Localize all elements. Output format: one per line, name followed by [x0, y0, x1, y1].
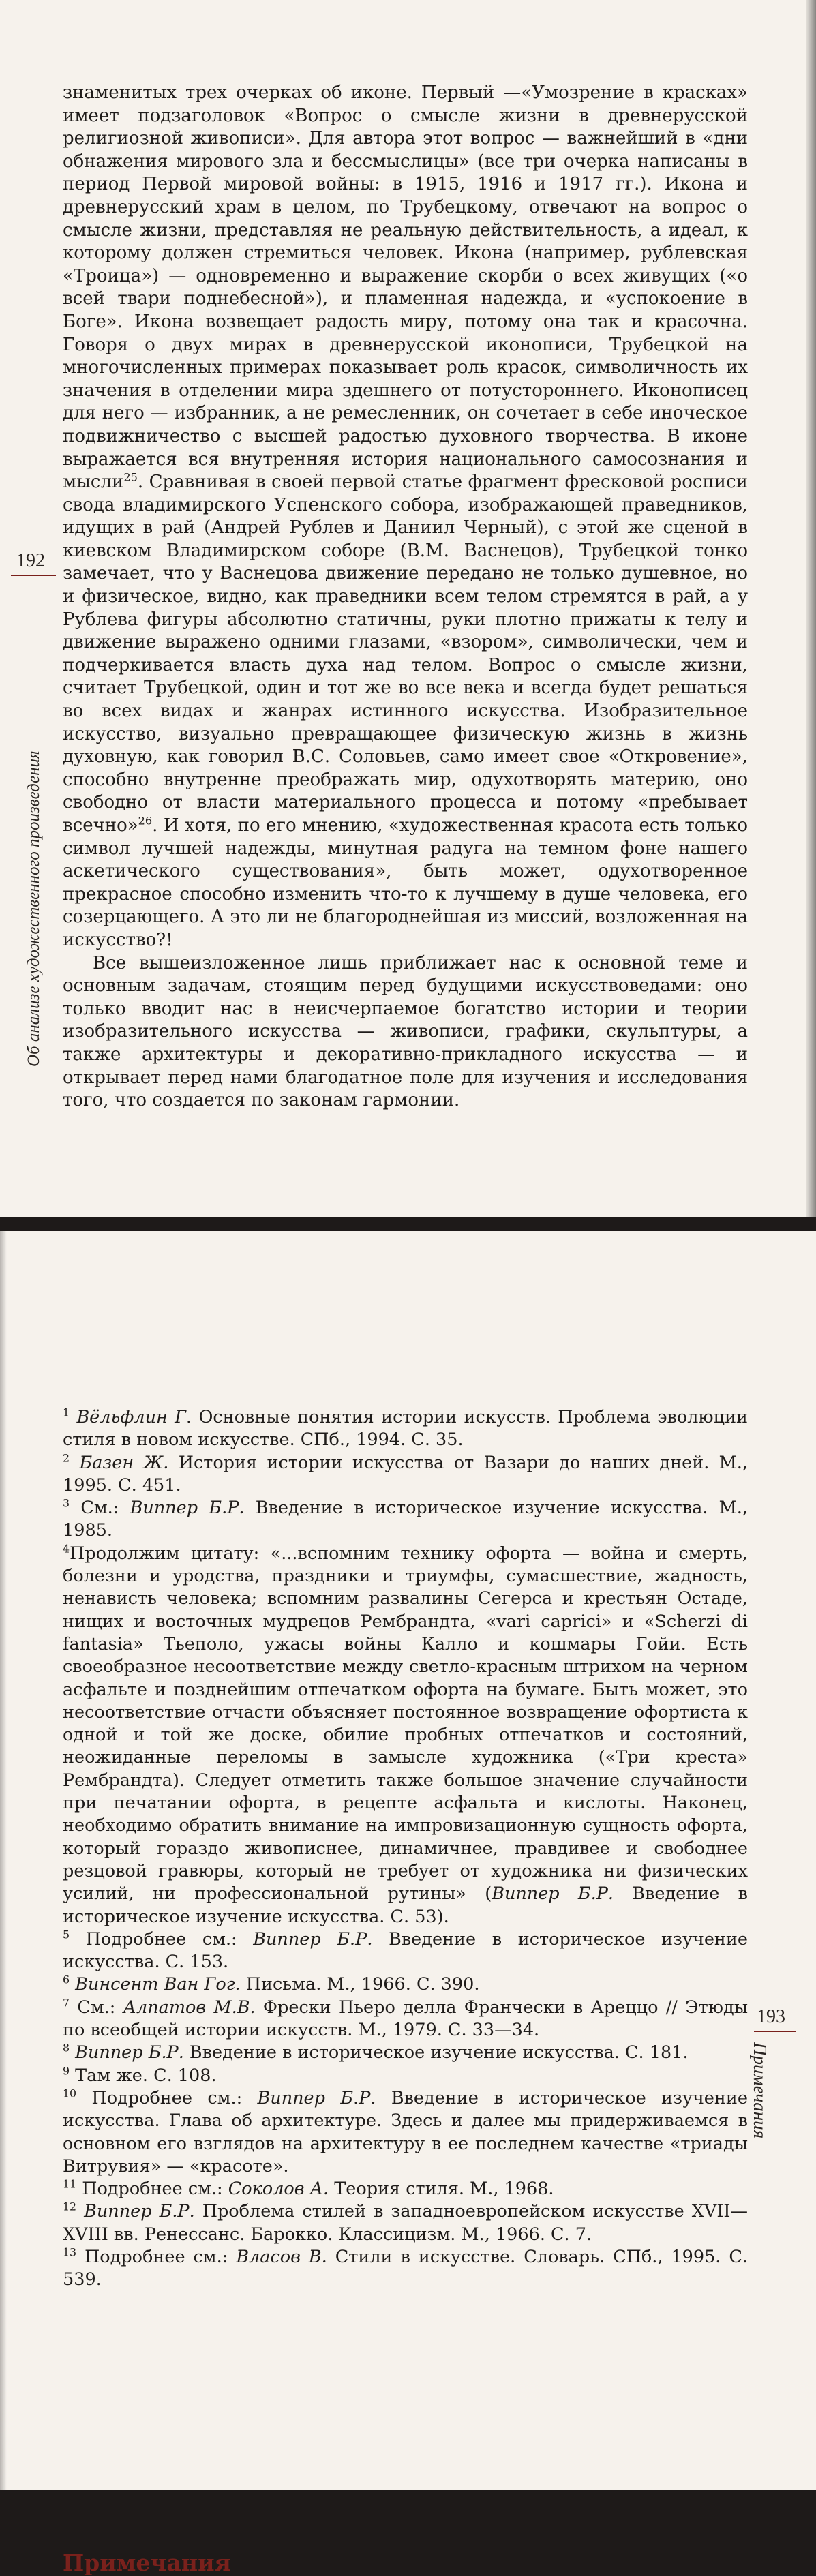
note-item: [63, 2042, 748, 2064]
note-text: Письма. М., 1966. С. 390.: [240, 1974, 480, 1995]
note-number: 3: [63, 1496, 70, 1510]
note-item: [63, 2246, 748, 2292]
note-text: Введение в историческое изучение искусства. Глава об архитектуре. Здесь и далее мы придерживаемся в основном его взглядов на архитектуру в ее последнем качестве «триады Витрувия» — «красоте».: [63, 2087, 748, 2177]
note-author: Алпатов М.В.: [123, 1997, 256, 2018]
paragraph: [63, 82, 748, 952]
note-prefix: См.:: [70, 1498, 130, 1519]
note-text: Теория стиля. М., 1968.: [329, 2179, 554, 2200]
note-number: 2: [63, 1451, 70, 1465]
note-author: Винсент Ван Гог.: [75, 1974, 241, 1995]
footnote-ref[interactable]: 26: [138, 814, 153, 828]
note-text: Фрески Пьеро делла Франчески в Ареццо // Этюды по всеобщей истории искусств. М., 1979. С. 33—34.: [63, 1997, 748, 2041]
note-text: Основные понятия истории искусств. Проблема эволюции стиля в новом искусстве. СПб., 1994. С. 35.: [63, 1407, 748, 1451]
note-number: 12: [63, 2200, 77, 2213]
note-item: [63, 2178, 748, 2200]
note-author: Базен Ж.: [79, 1452, 169, 1473]
note-item: [63, 1497, 748, 1543]
note-author: Виппер Б.Р.: [257, 2087, 376, 2108]
running-head: Об анализе художественного произведения: [25, 751, 43, 1067]
paragraph-text: . Сравнивая в своей первой статье фрагмент фресковой росписи свода владимирского Успенского собора, изображающей праведников, идущих в рай (Андрей Рублев и Даниил Черный), с этой же сценой в киевском Владимирском соборе (В.М. Васнецов), Трубецкой тонко замечает, что у Васнецова движение передано не только душевное, но и физическое, видно, как праведники всем телом стремятся в рай, а у Рублева фигуры абсолютно статичны, руки плотно прижаты к телу и движение выражено одними глазами, «взором», символически, чем и подчеркивается власть духа над телом. Вопрос о смысле жизни, считает Трубецкой, один и тот же во все века и всегда будет решаться во всех видах и жанрах истинного искусства. Изобразительное искусство, визуально превращающее физическую жизнь в жизнь духовную, как говорил В.С. Соловьев, само имеет свое «Откровение», способно внутренне преображать мир, одухотворять материю, оно свободно от власти материального процесса и потому «пребывает всечно»: [63, 472, 748, 836]
note-author: Вёльфлин Г.: [76, 1407, 192, 1427]
note-prefix: Подробнее см.:: [76, 2246, 237, 2267]
note-author: Виппер Б.Р.: [84, 2201, 195, 2222]
body-text: [63, 82, 748, 1112]
note-author: Виппер Б.Р.: [130, 1498, 245, 1519]
note-text: Введение в историческое изучение искусства. С. 53).: [63, 1883, 748, 1927]
note-number: 11: [63, 2177, 77, 2191]
page-number: 193: [757, 2006, 785, 2027]
page-193: [0, 1231, 816, 2576]
note-number: 5: [63, 1928, 70, 1941]
note-item: [63, 1452, 748, 1498]
page-number-rule: [11, 575, 56, 576]
note-number: 8: [63, 2041, 70, 2055]
note-number: 9: [63, 2064, 70, 2078]
note-text: Там же. С. 108.: [70, 2065, 217, 2086]
paragraph: Все вышеизложенное лишь приближает нас к основной теме и основным задачам, стоящим перед будущими искусствоведами: оно только вводит нас в неисчерпаемое богатство истории и теории изобразительного искусства — живописи, графики, скульптуры, а также архитектуры и декоративно-прикладного искусства — и открывает перед нами благодатное поле для изучения и исследования того, что создается по законам гармонии.: [63, 952, 748, 1111]
page-192: [0, 0, 816, 1217]
note-text: Проблема стилей в западноевропейском искусстве XVII—XVIII вв. Ренессанс. Барокко. Классицизм. М., 1966. С. 7.: [63, 2201, 748, 2245]
note-item: [63, 1406, 748, 1452]
paragraph-text: знаменитых трех очерках об иконе. Первый —«Умозрение в красках» имеет подзаголовок «Вопрос о смысле жизни в древнерусской религиозной живописи». Для автора этот вопрос — важнейший в «дни обнажения мирового зла и бессмыслицы» (все три очерка написаны в период Первой мировой войны: в 1915, 1916 и 1917 гг.). Икона и древнерусский храм в целом, по Трубецкому, отвечают на вопрос о смысле жизни, представляя не реальную действительность, а идеал, к которому должен стремиться человек. Икона (например, рублевская «Троица») — одновременно и выражение скорби о всех живущих («о всей твари поднебесной»), и пламенная надежда, и «успокоение в Боге». Икона возвещает радость миру, потому она так и красочна. Говоря о двух мирах в древнерусской иконописи, Трубецкой на многочисленных примерах показывает роль красок, символичность их значения в отделении мира здешнего от потустороннего. Иконописец для него — избранник, а не ремесленник, он сочетает в себе иноческое подвижничество с высшей радостью духовного творчества. В иконе выражается вся внутренняя история национального самосознания и мысли: [63, 82, 748, 493]
note-text: История истории искусства от Вазари до наших дней. М., 1995. С. 451.: [63, 1452, 748, 1496]
note-text: Введение в историческое изучение искусства. М., 1985.: [63, 1498, 748, 1541]
note-item: [63, 2200, 748, 2246]
note-number: 7: [63, 1996, 70, 2010]
note-prefix: Подробнее см.:: [76, 2087, 258, 2108]
note-item: [63, 1928, 748, 1974]
note-item: [63, 1543, 748, 1928]
note-prefix: Подробнее см.:: [76, 2179, 228, 2200]
note-prefix: См.:: [70, 1997, 123, 2018]
note-author: Власов В.: [236, 2246, 327, 2267]
notes-list: [63, 1406, 748, 2292]
note-prefix: Подробнее см.:: [70, 1928, 254, 1950]
page-edge-shadow: [806, 0, 816, 1217]
paragraph-text: . И хотя, по его мнению, «художественная красота есть только символ лучшей надежды, минутная радуга на темном фоне нашего аскетического существования», быть может, одухотворенное прекрасное способно изменить что-то к лучшему в душе человека, его созерцающего. А это ли не благороднейшая из миссий, возложенная на искусство?!: [63, 815, 748, 950]
note-item: [63, 2065, 748, 2087]
notes-heading: Примечания: [63, 2549, 231, 2576]
page-number: 192: [16, 550, 45, 571]
note-item: [63, 1997, 748, 2042]
note-number: 1: [63, 1406, 70, 1419]
note-number: 6: [63, 1973, 70, 1986]
note-author: Виппер Б.Р.: [253, 1928, 373, 1950]
note-text: Стили в искусстве. Словарь. СПб., 1995. С. 539.: [63, 2246, 748, 2290]
note-author: Соколов А.: [228, 2179, 329, 2200]
note-text: Введение в историческое изучение искусства. С. 153.: [63, 1928, 748, 1973]
note-text: Введение в историческое изучение искусства. С. 181.: [183, 2042, 689, 2063]
note-item: [63, 1973, 748, 1996]
note-number: 13: [63, 2245, 77, 2259]
footnote-ref[interactable]: 25: [123, 470, 138, 484]
page-edge-shadow: [0, 1231, 7, 2490]
note-author: Виппер Б.Р.: [492, 1883, 614, 1905]
page-number-rule: [754, 2031, 796, 2032]
note-item: [63, 2087, 748, 2178]
note-number: 4: [63, 1542, 70, 1556]
running-head: Примечания: [750, 2042, 770, 2139]
note-number: 10: [63, 2087, 77, 2100]
note-author: Виппер Б.Р.: [75, 2042, 184, 2063]
note-text: Продолжим цитату: «...вспомним технику офорта — война и смерть, болезни и уродства, праздники и триумфы, сумасшествие, жадность, ненависть человека; вспомним развалины Сегерса и крестьян Остаде, нищих и восточных мудрецов Рембрандта, «vari caprici» и «Scherzi di fantasia» Тьеполо, ужасы войны Калло и кошмары Гойи. Есть своеобразное несоответствие между светло-красным штрихом на черном асфальте и позднейшим отпечатком офорта на бумаге. Быть может, это несоответствие отчасти объясняет постоянное возвращение офортиста к одной и той же доске, обилие пробных отпечатков и состояний, неожиданные переломы в замысле художника («Три креста» Рембрандта). Следует отметить также большое значение случайности при печатании офорта, в рецепте асфальта и кислоты. Наконец, необходимо обратить внимание на импровизационную сущность офорта, который гораздо живописнее, динамичнее, правдивее и свободнее резцовой гравюры, который не требует от художника ни физических усилий, ни профессиональной рутины» (: [63, 1543, 748, 1905]
